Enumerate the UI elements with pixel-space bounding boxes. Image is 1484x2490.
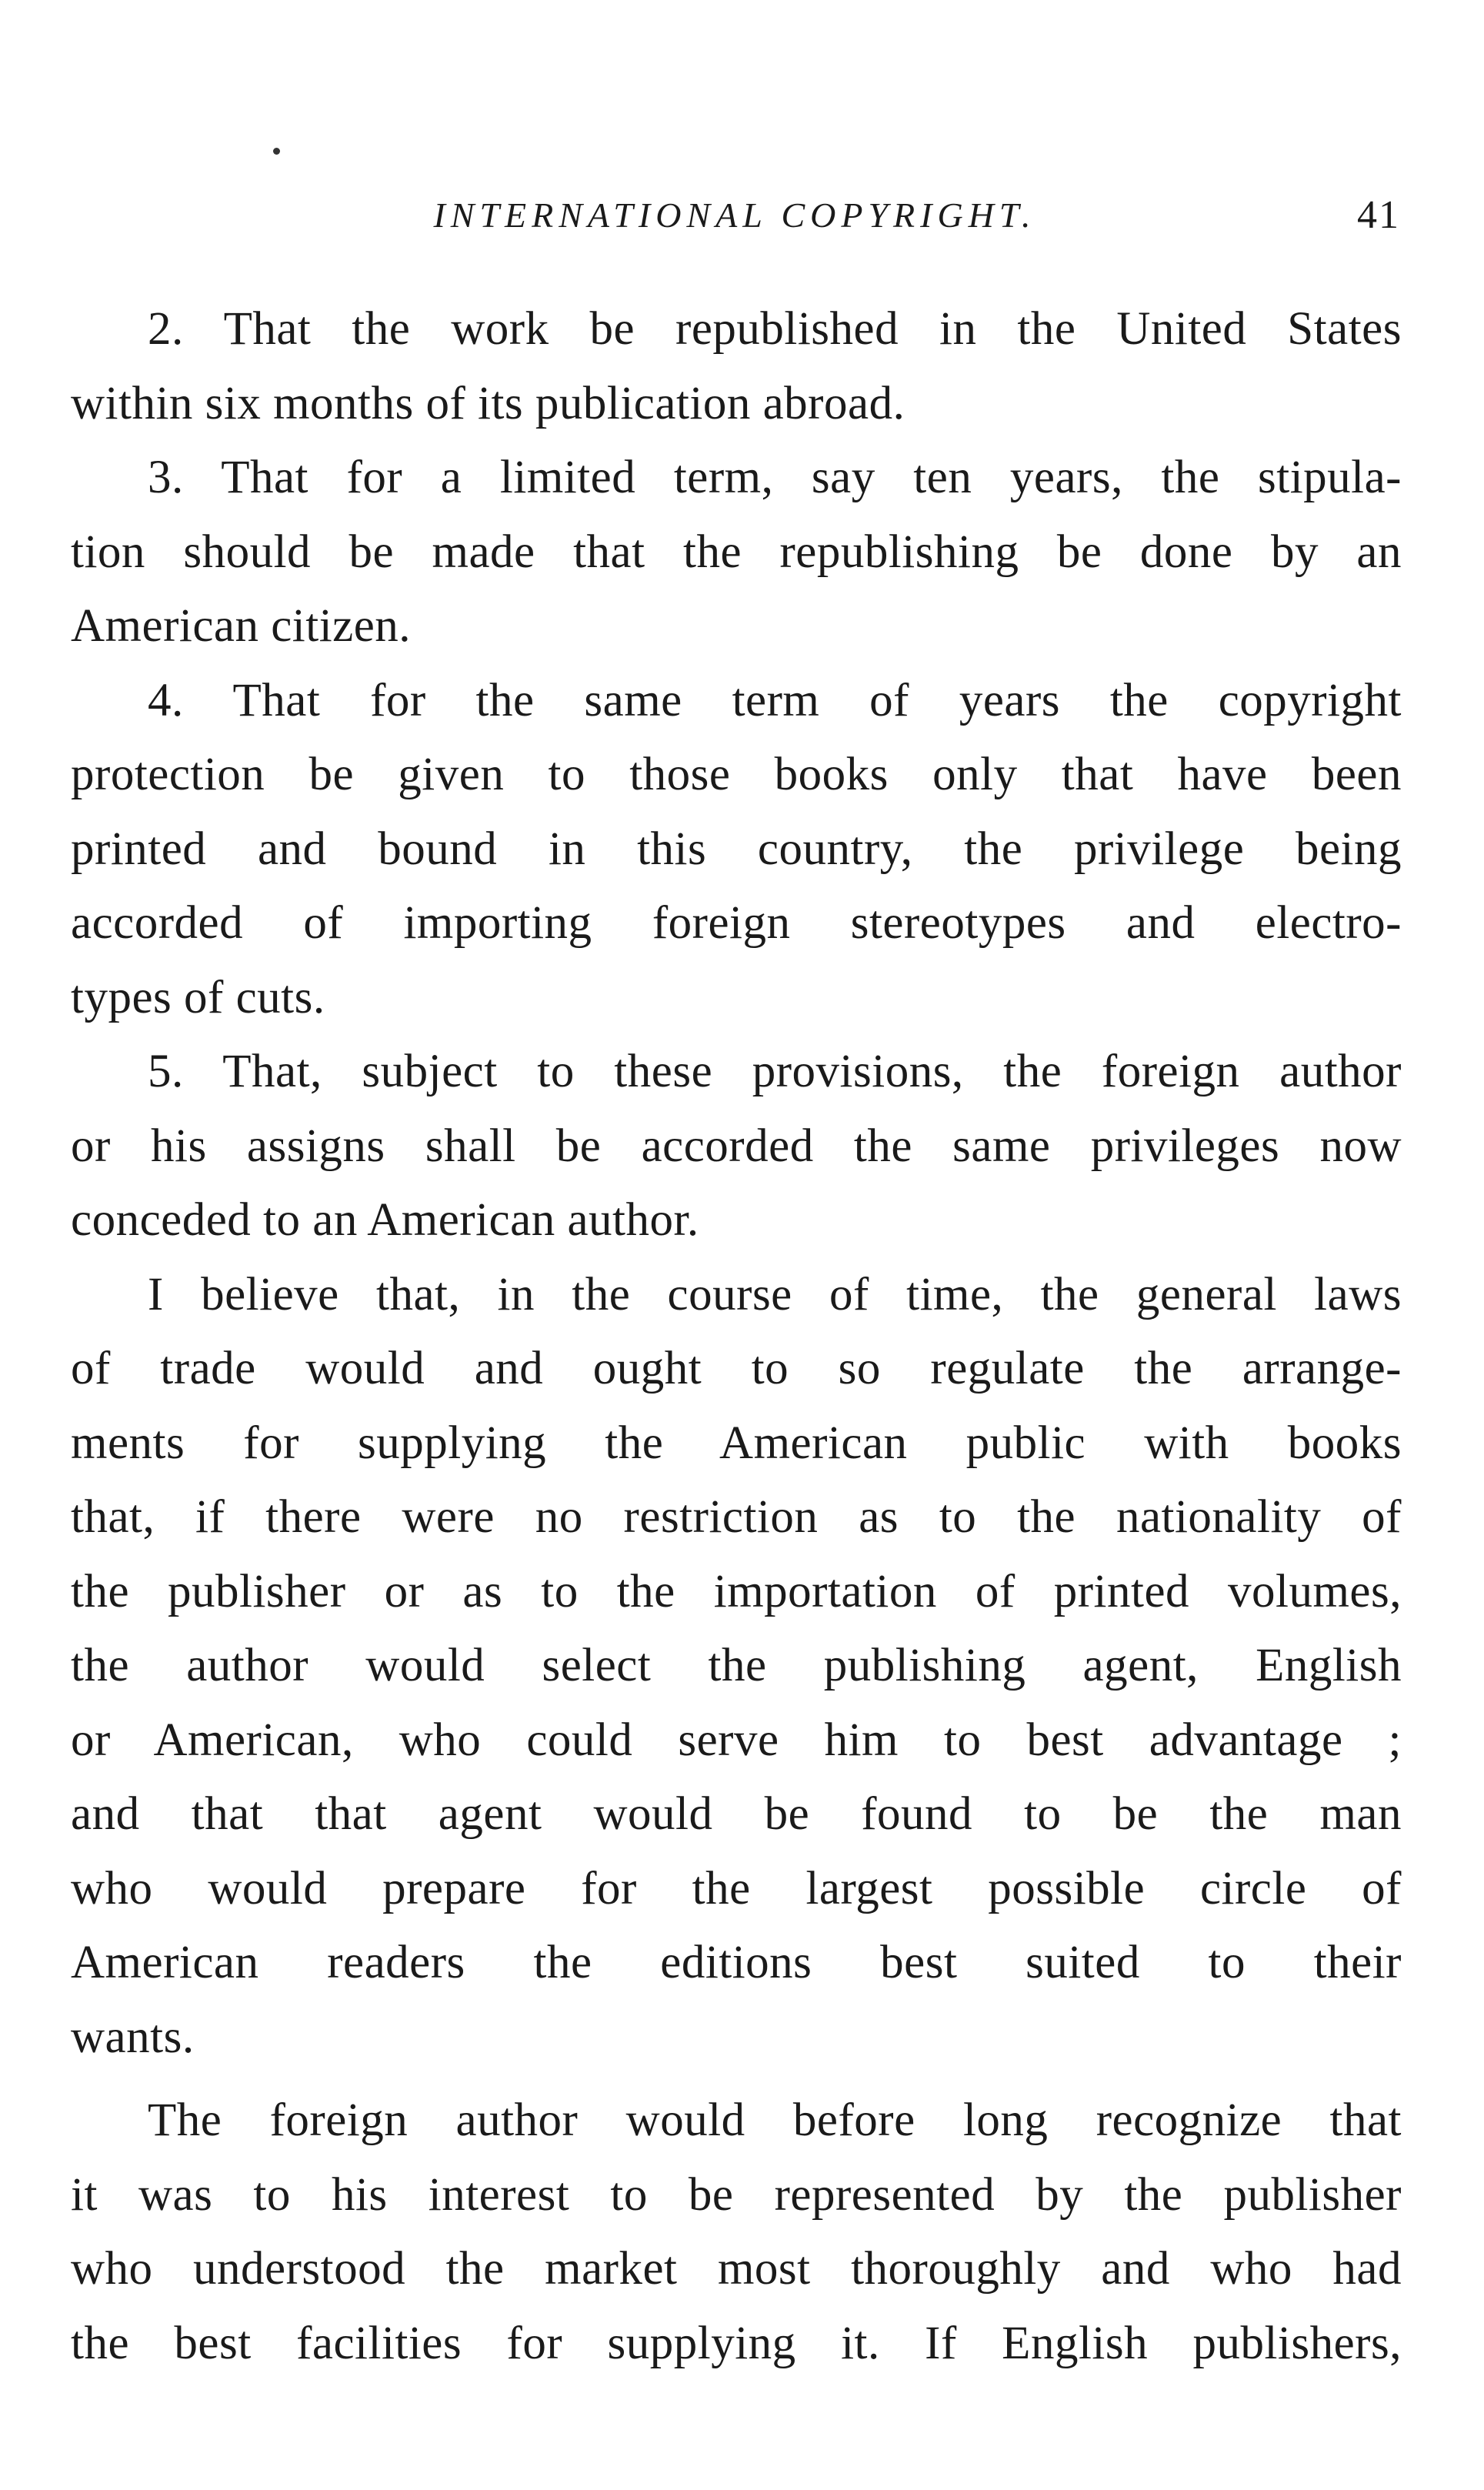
- text-line: who understood the market most thoroughly and who had: [71, 2243, 1402, 2295]
- text-line: the author would select the publishing agent, English: [71, 1640, 1402, 1691]
- text-line: protection be given to those books only that have been: [71, 749, 1402, 800]
- text-line: 5. That, subject to these provisions, the foreign author: [148, 1046, 1402, 1097]
- page-header: [69, 185, 1400, 246]
- text-line: who would prepare for the largest possible circle of: [71, 1862, 1402, 1914]
- text-line: within six months of its publication abroad.: [71, 377, 905, 429]
- text-line: of trade would and ought to so regulate the arrange-: [71, 1343, 1402, 1394]
- text-line: that, if there were no restriction as to the nationality of: [71, 1491, 1402, 1543]
- text-line: conceded to an American author.: [71, 1194, 699, 1246]
- text-line: or American, who could serve him to best advantage ;: [71, 1714, 1402, 1766]
- page-number: 41: [1357, 193, 1400, 237]
- text-line: printed and bound in this country, the privilege being: [71, 823, 1402, 875]
- text-line: types of cuts.: [71, 971, 325, 1023]
- paragraph-item-5: [71, 1035, 1402, 1258]
- text-line: wants.: [71, 2011, 195, 2063]
- text-line: American readers the editions best suited to their: [71, 1937, 1402, 1988]
- text-line: American citizen.: [71, 600, 412, 652]
- text-line: 3. That for a limited term, say ten years, the stipula-: [148, 452, 1402, 503]
- text-line: it was to his interest to be represented by the publisher: [71, 2168, 1402, 2221]
- text-line: I believe that, in the course of time, the general laws: [148, 1268, 1402, 1320]
- paragraph-belief: [71, 1258, 1402, 2075]
- text-line: The foreign author would before long recognize that: [148, 2094, 1402, 2146]
- text-line: and that that agent would be found to be the man: [71, 1788, 1402, 1840]
- ink-speck: [273, 148, 280, 155]
- text-line: the best facilities for supplying it. If English publishers,: [71, 2317, 1402, 2369]
- text-line: the publisher or as to the importation of printed volumes,: [71, 1565, 1402, 1617]
- text-line: 2. That the work be republished in the United States: [148, 303, 1402, 355]
- text-line: 4. That for the same term of years the copyright: [148, 674, 1402, 726]
- paragraph-foreign-author: [71, 2084, 1402, 2381]
- text-line: tion should be made that the republishing be done by an: [71, 526, 1402, 578]
- paragraph-item-2: [71, 292, 1402, 441]
- paragraph-item-3: [71, 441, 1402, 664]
- text-line: ments for supplying the American public with books: [71, 1417, 1402, 1469]
- text-line: accorded of importing foreign stereotypes and electro-: [71, 897, 1402, 949]
- body-text: [71, 292, 1402, 2381]
- text-line: or his assigns shall be accorded the same privileges now: [71, 1120, 1402, 1172]
- running-title: INTERNATIONAL COPYRIGHT.: [433, 195, 1036, 235]
- paragraph-gap: [71, 2074, 1402, 2084]
- paragraph-item-4: [71, 664, 1402, 1036]
